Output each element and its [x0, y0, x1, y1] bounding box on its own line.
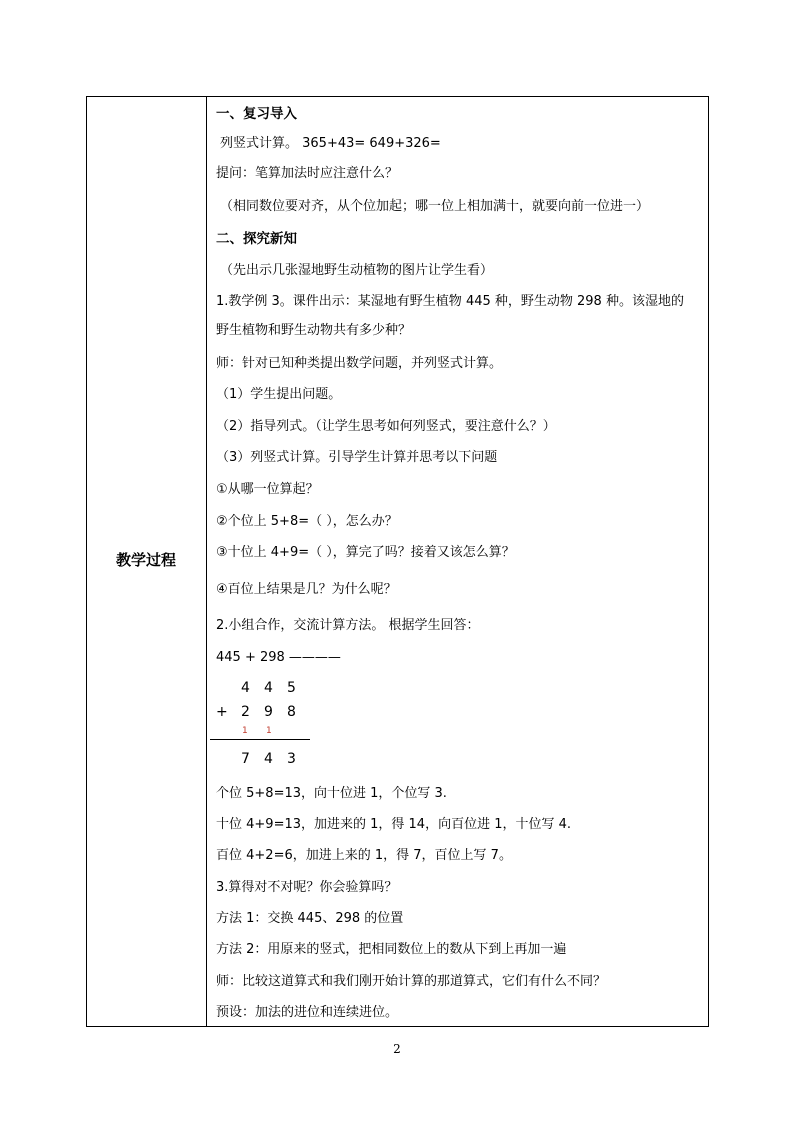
- calc-result-digit: 3: [287, 751, 296, 767]
- text-line: 方法 1：交换 445、298 的位置: [216, 911, 404, 926]
- calc-digit: 4: [241, 680, 250, 696]
- column-divider: [206, 96, 207, 1027]
- section-label: 教学过程: [115, 551, 176, 569]
- text-line: 百位 4+2=6，加进上来的 1，得 7，百位上写 7。: [216, 848, 512, 863]
- text-line: 个位 5+8=13，向十位进 1，个位写 3.: [216, 786, 447, 801]
- text-line: （相同数位要对齐，从个位加起；哪一位上相加满十，就要向前一位进一）: [220, 199, 650, 214]
- text-line: 列竖式计算。 365+43= 649+326=: [220, 136, 441, 151]
- text-line: 方法 2：用原来的竖式，把相同数位上的数从下到上再加一遍: [216, 942, 567, 957]
- text-line: 师：比较这道算式和我们刚开始计算的那道算式，它们有什么不同？: [216, 974, 607, 989]
- text-line: 2.小组合作，交流计算方法。 根据学生回答：: [216, 618, 480, 633]
- text-line: 提问：笔算加法时应注意什么？: [216, 166, 399, 181]
- text-line: （3）列竖式计算。引导学生计算并思考以下问题: [216, 450, 498, 465]
- text-line: 预设：加法的进位和连续进位。: [216, 1005, 399, 1020]
- text-line: 野生植物和野生动物共有多少种？: [216, 323, 412, 338]
- calc-digit: 4: [264, 680, 273, 696]
- equation-line: 445 + 298 ————: [216, 650, 341, 665]
- text-line: （2）指导列式。（让学生思考如何列竖式，要注意什么？）: [216, 419, 556, 434]
- text-line: 十位 4+9=13，加进来的 1，得 14，向百位进 1，十位写 4.: [216, 817, 572, 832]
- calc-plus-sign: +: [216, 704, 228, 720]
- calc-digit: 5: [287, 680, 296, 696]
- heading-review: 一、复习导入: [216, 106, 297, 122]
- calc-digit: 8: [287, 704, 296, 720]
- page-number: 2: [393, 1042, 401, 1056]
- carry-mark: 1: [266, 726, 272, 736]
- calc-result-digit: 4: [264, 751, 273, 767]
- text-line: ①从哪一位算起？: [216, 482, 319, 497]
- text-line: 3.算得对不对呢？你会验算吗？: [216, 880, 398, 895]
- text-line: （1）学生提出问题。: [216, 387, 342, 402]
- text-line: ④百位上结果是几？为什么呢？: [216, 582, 397, 597]
- carry-mark: 1: [242, 726, 248, 736]
- heading-explore: 二、探究新知: [216, 231, 297, 247]
- text-line: ②个位上 5+8=（ ），怎么办？: [216, 514, 398, 529]
- text-line: 1.教学例 3。课件出示：某湿地有野生植物 445 种，野生动物 298 种。该湿地的: [216, 294, 684, 309]
- calc-digit: 2: [241, 704, 250, 720]
- calc-underline: [210, 739, 310, 740]
- text-line: 师：针对已知种类提出数学问题，并列竖式计算。: [216, 356, 503, 371]
- calc-result-digit: 7: [241, 751, 250, 767]
- text-line: （先出示几张湿地野生动植物的图片让学生看）: [220, 263, 494, 278]
- text-line: ③十位上 4+9=（ ），算完了吗？接着又该怎么算？: [216, 545, 515, 560]
- calc-digit: 9: [264, 704, 273, 720]
